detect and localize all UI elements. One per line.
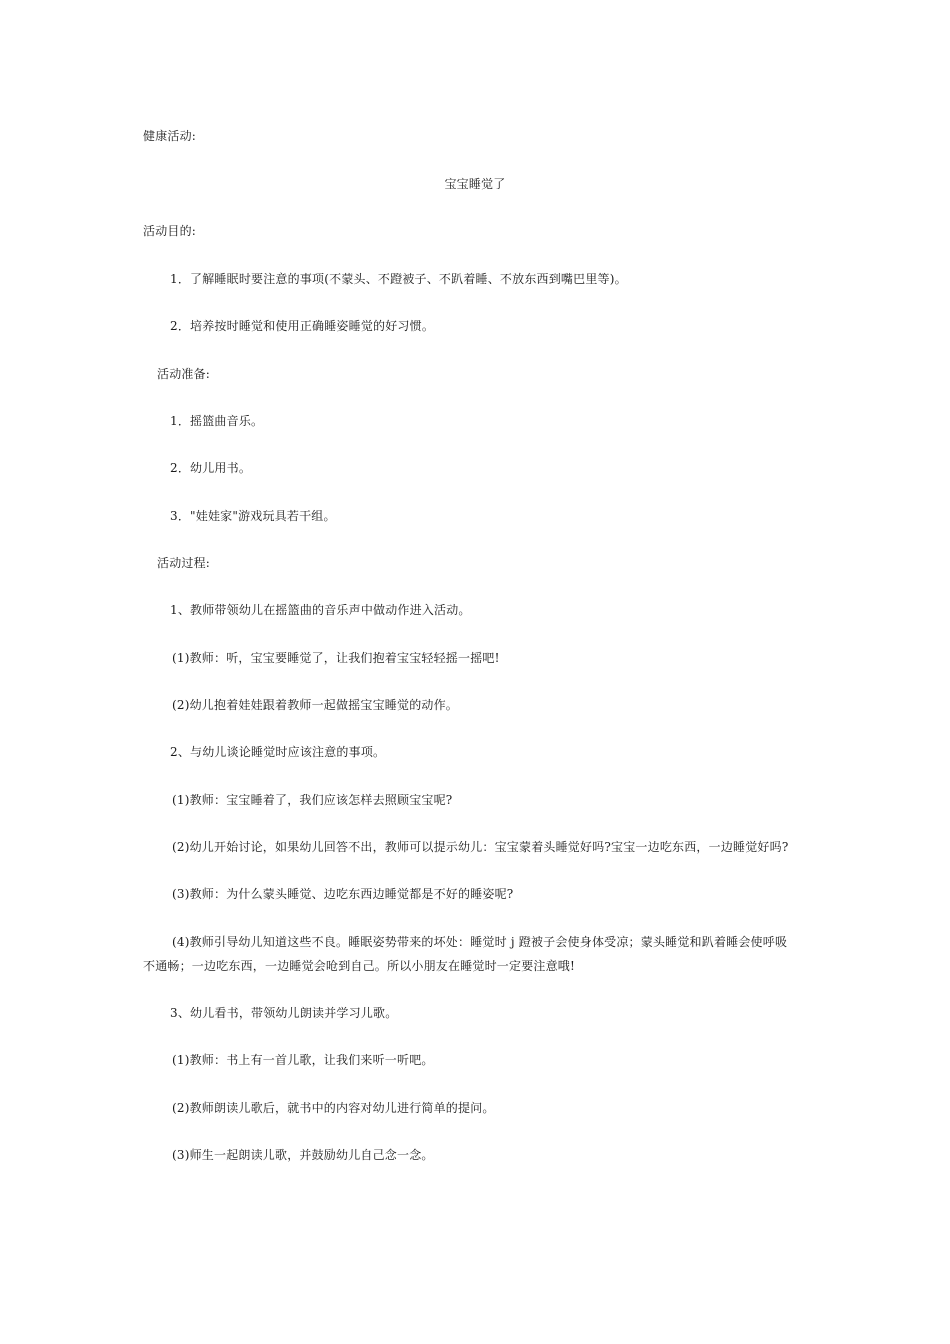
process-step-2: 2、与幼儿谈论睡觉时应该注意的事项。 [170, 745, 386, 759]
process-substep: (2)幼儿抱着娃娃跟着教师一起做摇宝宝睡觉的动作。 [172, 698, 458, 712]
process-step-1: 1、教师带领幼儿在摇篮曲的音乐声中做动作进入活动。 [170, 603, 471, 617]
process-substep: (3)教师：为什么蒙头睡觉、边吃东西边睡觉都是不好的睡姿呢? [172, 887, 514, 901]
process-substep: (1)教师：书上有一首儿歌，让我们来听一听吧。 [172, 1053, 434, 1067]
goal-item-2: 2．培养按时睡觉和使用正确睡姿睡觉的好习惯。 [170, 319, 435, 333]
process-substep: (1)教师：宝宝睡着了，我们应该怎样去照顾宝宝呢? [172, 793, 453, 807]
process-substep: (3)师生一起朗读儿歌，并鼓励幼儿自己念一念。 [172, 1148, 434, 1162]
process-heading: 活动过程: [157, 556, 211, 570]
goal-item-1: 1．了解睡眠时要注意的事项(不蒙头、不蹬被子、不趴着睡、不放东西到嘴巴里等)。 [170, 272, 627, 286]
process-substep: (2)教师朗读儿歌后，就书中的内容对幼儿进行简单的提问。 [172, 1101, 495, 1115]
prep-heading: 活动准备: [157, 367, 211, 381]
process-step-3: 3、幼儿看书，带领幼儿朗读并学习儿歌。 [170, 1006, 398, 1020]
document-title: 宝宝睡觉了 [444, 177, 506, 191]
category-label: 健康活动: [143, 129, 197, 143]
prep-item-1: 1．摇篮曲音乐。 [170, 414, 264, 428]
prep-item-2: 2．幼儿用书。 [170, 461, 252, 475]
process-substep: (2)幼儿开始讨论，如果幼儿回答不出，教师可以提示幼儿：宝宝蒙着头睡觉好吗?宝宝一边吃东西，一边睡觉好吗? [172, 840, 789, 854]
process-substep: (4)教师引导幼儿知道这些不良。睡眠姿势带来的坏处：睡觉时 j 蹬被子会使身体受凉；蒙头睡觉和趴着睡会使呼吸 [172, 935, 788, 949]
process-substep: (1)教师：听，宝宝要睡觉了，让我们抱着宝宝轻轻摇一摇吧! [172, 651, 500, 665]
goals-heading: 活动目的: [143, 224, 197, 238]
prep-item-3: 3．"娃娃家"游戏玩具若干组。 [170, 509, 336, 523]
process-substep-continuation: 不通畅；一边吃东西，一边睡觉会呛到自己。所以小朋友在睡觉时一定要注意哦! [143, 959, 576, 973]
